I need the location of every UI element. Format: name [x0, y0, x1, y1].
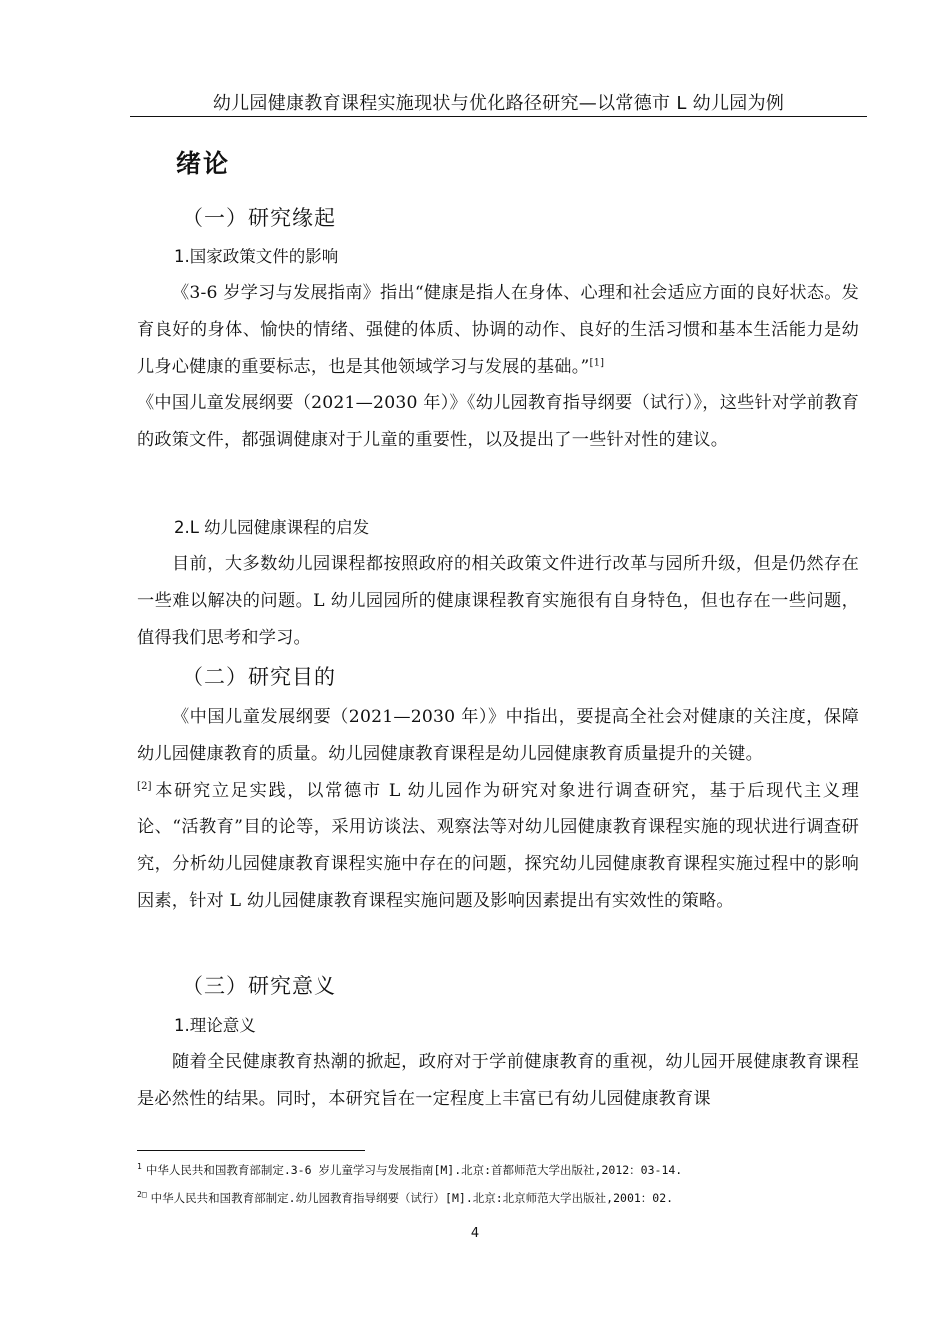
subsection-heading-theory: 1.理论意义 [174, 1016, 256, 1035]
footnote-1-text: 中华人民共和国教育部制定.3-6 岁儿童学习与发展指南[M].北京:首都师范大学出版社,2012：03-14. [145, 1163, 683, 1177]
citation-2: [2] [137, 780, 152, 792]
footnote-1 [137, 1160, 859, 1180]
subsection-heading-policy: 1.国家政策文件的影响 [174, 247, 339, 266]
footnote-1-mark: 1 [137, 1162, 142, 1172]
footnote-2-mark: 2□ [137, 1190, 147, 1200]
footnote-2-text: 中华人民共和国教育部制定.幼儿园教育指导纲要（试行）[M].北京:北京师范大学出版社,2001：02. [150, 1191, 674, 1205]
paragraph-policy-cont: 《中国儿童发展纲要（2021—2030 年）》《幼儿园教育指导纲要（试行）》，这些针对学前教育的政策文件，都强调健康对于儿童的重要性，以及提出了一些针对性的建议。 [137, 393, 859, 451]
paragraph-policy [137, 275, 859, 459]
paragraph-purpose-text-a: 《中国儿童发展纲要（2021—2030 年）》中指出，要提高全社会对健康的关注度，保障幼儿园健康教育的质量。幼儿园健康教育课程是幼儿园健康教育质量提升的关键。 [137, 707, 859, 764]
paragraph-purpose-text-b: 本研究立足实践，以常德市 L 幼儿园作为研究对象进行调查研究，基于后现代主义理论、“活教育”目的论等，采用访谈法、观察法等对幼儿园健康教育课程实施的现状进行调查研究，分析幼儿园健康教育课程实施中存在的问题，探究幼儿园健康教育课程实施过程中的影响因素，针对 L 幼儿园健康教育课程实施问题及影响因素提出有实效性的策略。 [137, 780, 859, 911]
section-heading-origin: （一）研究缘起 [182, 206, 336, 230]
paragraph-theory: 随着全民健康教育热潮的掀起，政府对于学前健康教育的重视，幼儿园开展健康教育课程是必然性的结果。同时，本研究旨在一定程度上丰富已有幼儿园健康教育课 [137, 1052, 859, 1109]
subsection-heading-kindergarten: 2.L 幼儿园健康课程的启发 [174, 518, 370, 537]
paragraph-kindergarten: 目前，大多数幼儿园课程都按照政府的相关政策文件进行改革与园所升级，但是仍然存在一些难以解决的问题。L 幼儿园园所的健康课程教育实施很有自身特色，但也存在一些问题，值得我们思考和学习。 [137, 554, 859, 648]
header-rule [130, 116, 867, 117]
paragraph-policy-text: 《3-6 岁学习与发展指南》指出“健康是指人在身体、心理和社会适应方面的良好状态。发育良好的身体、愉快的情绪、强健的体质、协调的动作、良好的生活习惯和基本生活能力是幼儿身心健康的重要标志，也是其他领域学习与发展的基础。” [137, 283, 859, 377]
section-heading-significance: （三）研究意义 [182, 974, 336, 998]
footnote-rule [137, 1150, 365, 1151]
chapter-title: 绪论 [176, 149, 231, 178]
footnote-2 [137, 1188, 859, 1208]
citation-1: [1] [589, 356, 605, 368]
page-number: 4 [470, 1226, 480, 1241]
paragraph-purpose [137, 699, 859, 920]
section-heading-purpose: （二）研究目的 [182, 665, 336, 689]
running-head: 幼儿园健康教育课程实施现状与优化路径研究—以常德市 L 幼儿园为例 [212, 93, 785, 114]
